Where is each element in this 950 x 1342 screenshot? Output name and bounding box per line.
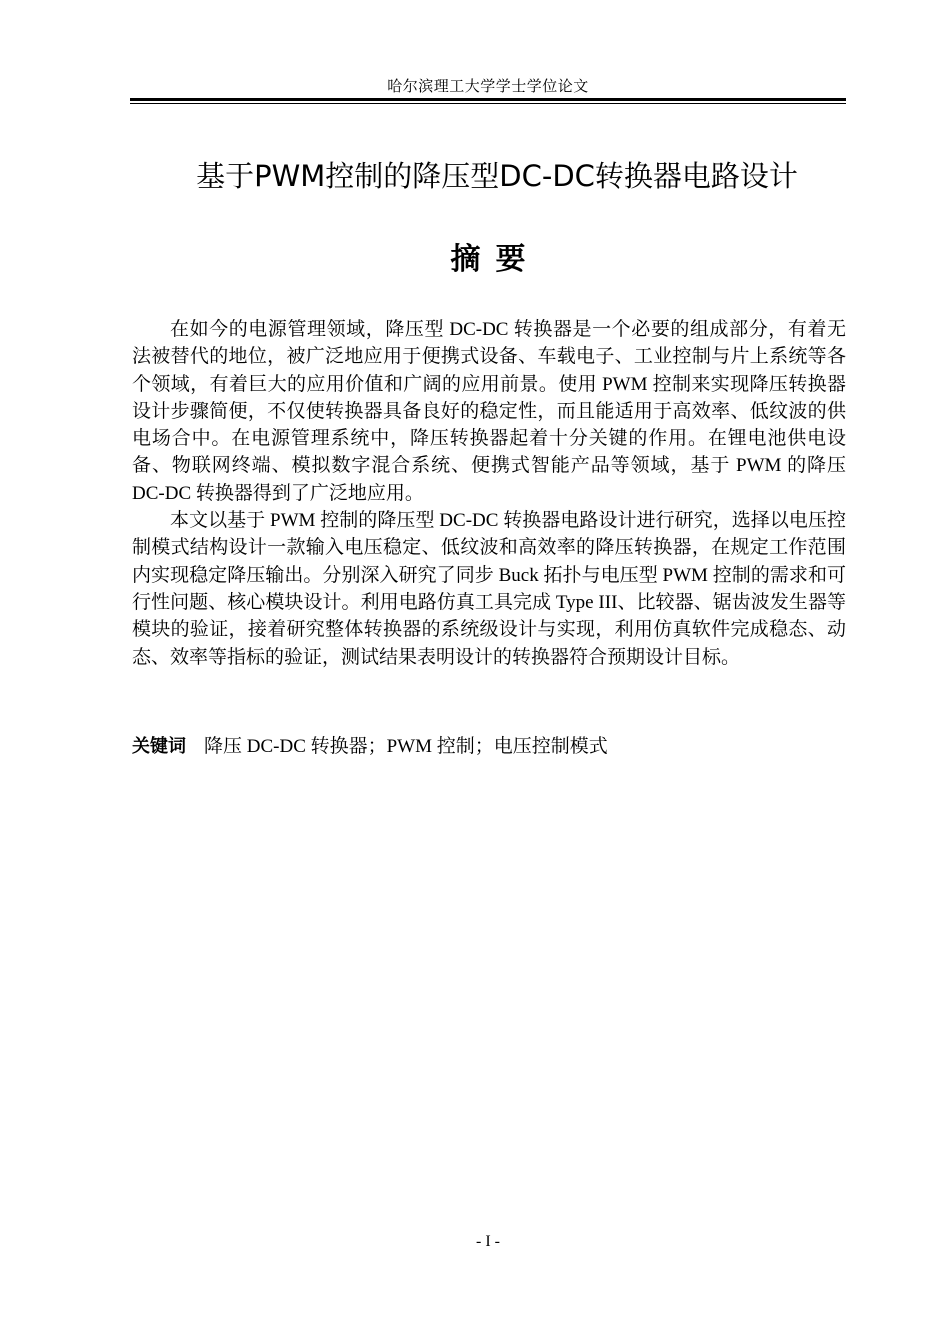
header-rule-thin: [130, 103, 846, 104]
header-rule-thick: [130, 98, 846, 101]
keywords-value: 降压 DC-DC 转换器；PWM 控制；电压控制模式: [204, 736, 608, 757]
running-header: 哈尔滨理工大学学士学位论文: [387, 79, 589, 95]
abstract-body: [132, 316, 846, 671]
page-number: - I -: [476, 1233, 500, 1250]
keywords-line: [132, 733, 846, 760]
abstract-paragraph-1: 在如今的电源管理领域，降压型 DC-DC 转换器是一个必要的组成部分，有着无法被替代的地位，被广泛地应用于便携式设备、车载电子、工业控制与片上系统等各个领域，有着巨大的应用价值和广阔的应用前景。使用 PWM 控制来实现降压转换器设计步骤简便，不仅使转换器具备良好的稳定性，而且能适用于高效率、低纹波的供电场合中。在电源管理系统中，降压转换器起着十分关键的作用。在锂电池供电设备、物联网终端、模拟数字混合系统、便携式智能产品等领域，基于 PWM 的降压 DC-DC 转换器得到了广泛地应用。: [132, 319, 846, 504]
abstract-heading: 摘要: [450, 242, 541, 277]
thesis-title: 基于PWM控制的降压型DC-DC转换器电路设计: [196, 159, 798, 193]
keywords-label: 关键词: [132, 736, 186, 757]
abstract-paragraph-2: 本文以基于 PWM 控制的降压型 DC-DC 转换器电路设计进行研究，选择以电压控制模式结构设计一款输入电压稳定、低纹波和高效率的降压转换器，在规定工作范围内实现稳定降压输出。分别深入研究了同步 Buck 拓扑与电压型 PWM 控制的需求和可行性问题、核心模块设计。利用电路仿真工具完成 Type III、比较器、锯齿波发生器等模块的验证，接着研究整体转换器的系统级设计与实现，利用仿真软件完成稳态、动态、效率等指标的验证，测试结果表明设计的转换器符合预期设计目标。: [132, 510, 846, 668]
